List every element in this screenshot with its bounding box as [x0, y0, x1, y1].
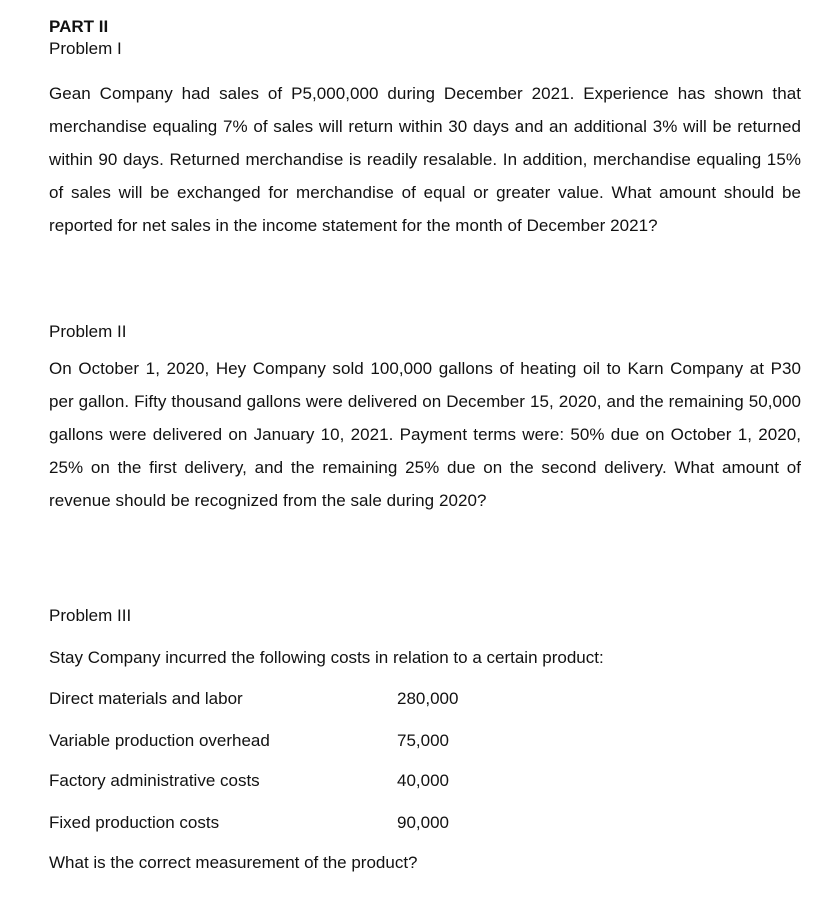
- problem-2-heading: Problem II: [49, 322, 127, 341]
- cost-amount: 40,000: [397, 771, 449, 790]
- cost-row: [49, 812, 549, 834]
- problem-3-intro: Stay Company incurred the following costs in relation to a certain product:: [49, 648, 604, 667]
- cost-row: [49, 770, 549, 792]
- document-page: [49, 0, 801, 913]
- problem-3-question: What is the correct measurement of the product?: [49, 853, 418, 872]
- cost-label: Fixed production costs: [49, 813, 220, 832]
- problem-1-heading: Problem I: [49, 39, 122, 58]
- cost-amount: 75,000: [397, 731, 449, 750]
- problem-3-heading: Problem III: [49, 606, 132, 625]
- problem-1-text: Gean Company had sales of P5,000,000 during December 2021. Experience has shown that merchandise equaling 7% of sales will return within 30 days and an additional 3% will be returned within 90 days. Returned merchandise is readily resalable. In addition, merchandise equaling 15% of sales will be exchanged for merchandise of equal or greater value. What amount should be reported for net sales in the income statement for the month of December 2021?: [49, 84, 801, 235]
- problem-2-text: On October 1, 2020, Hey Company sold 100,000 gallons of heating oil to Karn Company at P30 per gallon. Fifty thousand gallons were delivered on December 15, 2020, and the remaining 50,000 gallons were delivered on January 10, 2021. Payment terms were: 50% due on October 1, 2020, 25% on the first delivery, and the remaining 25% due on the second delivery. What amount of revenue should be recognized from the sale during 2020?: [49, 359, 801, 510]
- part-title: PART II: [49, 17, 109, 36]
- cost-row: [49, 688, 549, 710]
- cost-label: Variable production overhead: [49, 731, 270, 750]
- cost-label: Direct materials and labor: [49, 689, 243, 708]
- cost-amount: 280,000: [397, 689, 459, 708]
- cost-row: [49, 730, 549, 752]
- cost-amount: 90,000: [397, 813, 449, 832]
- cost-label: Factory administrative costs: [49, 771, 260, 790]
